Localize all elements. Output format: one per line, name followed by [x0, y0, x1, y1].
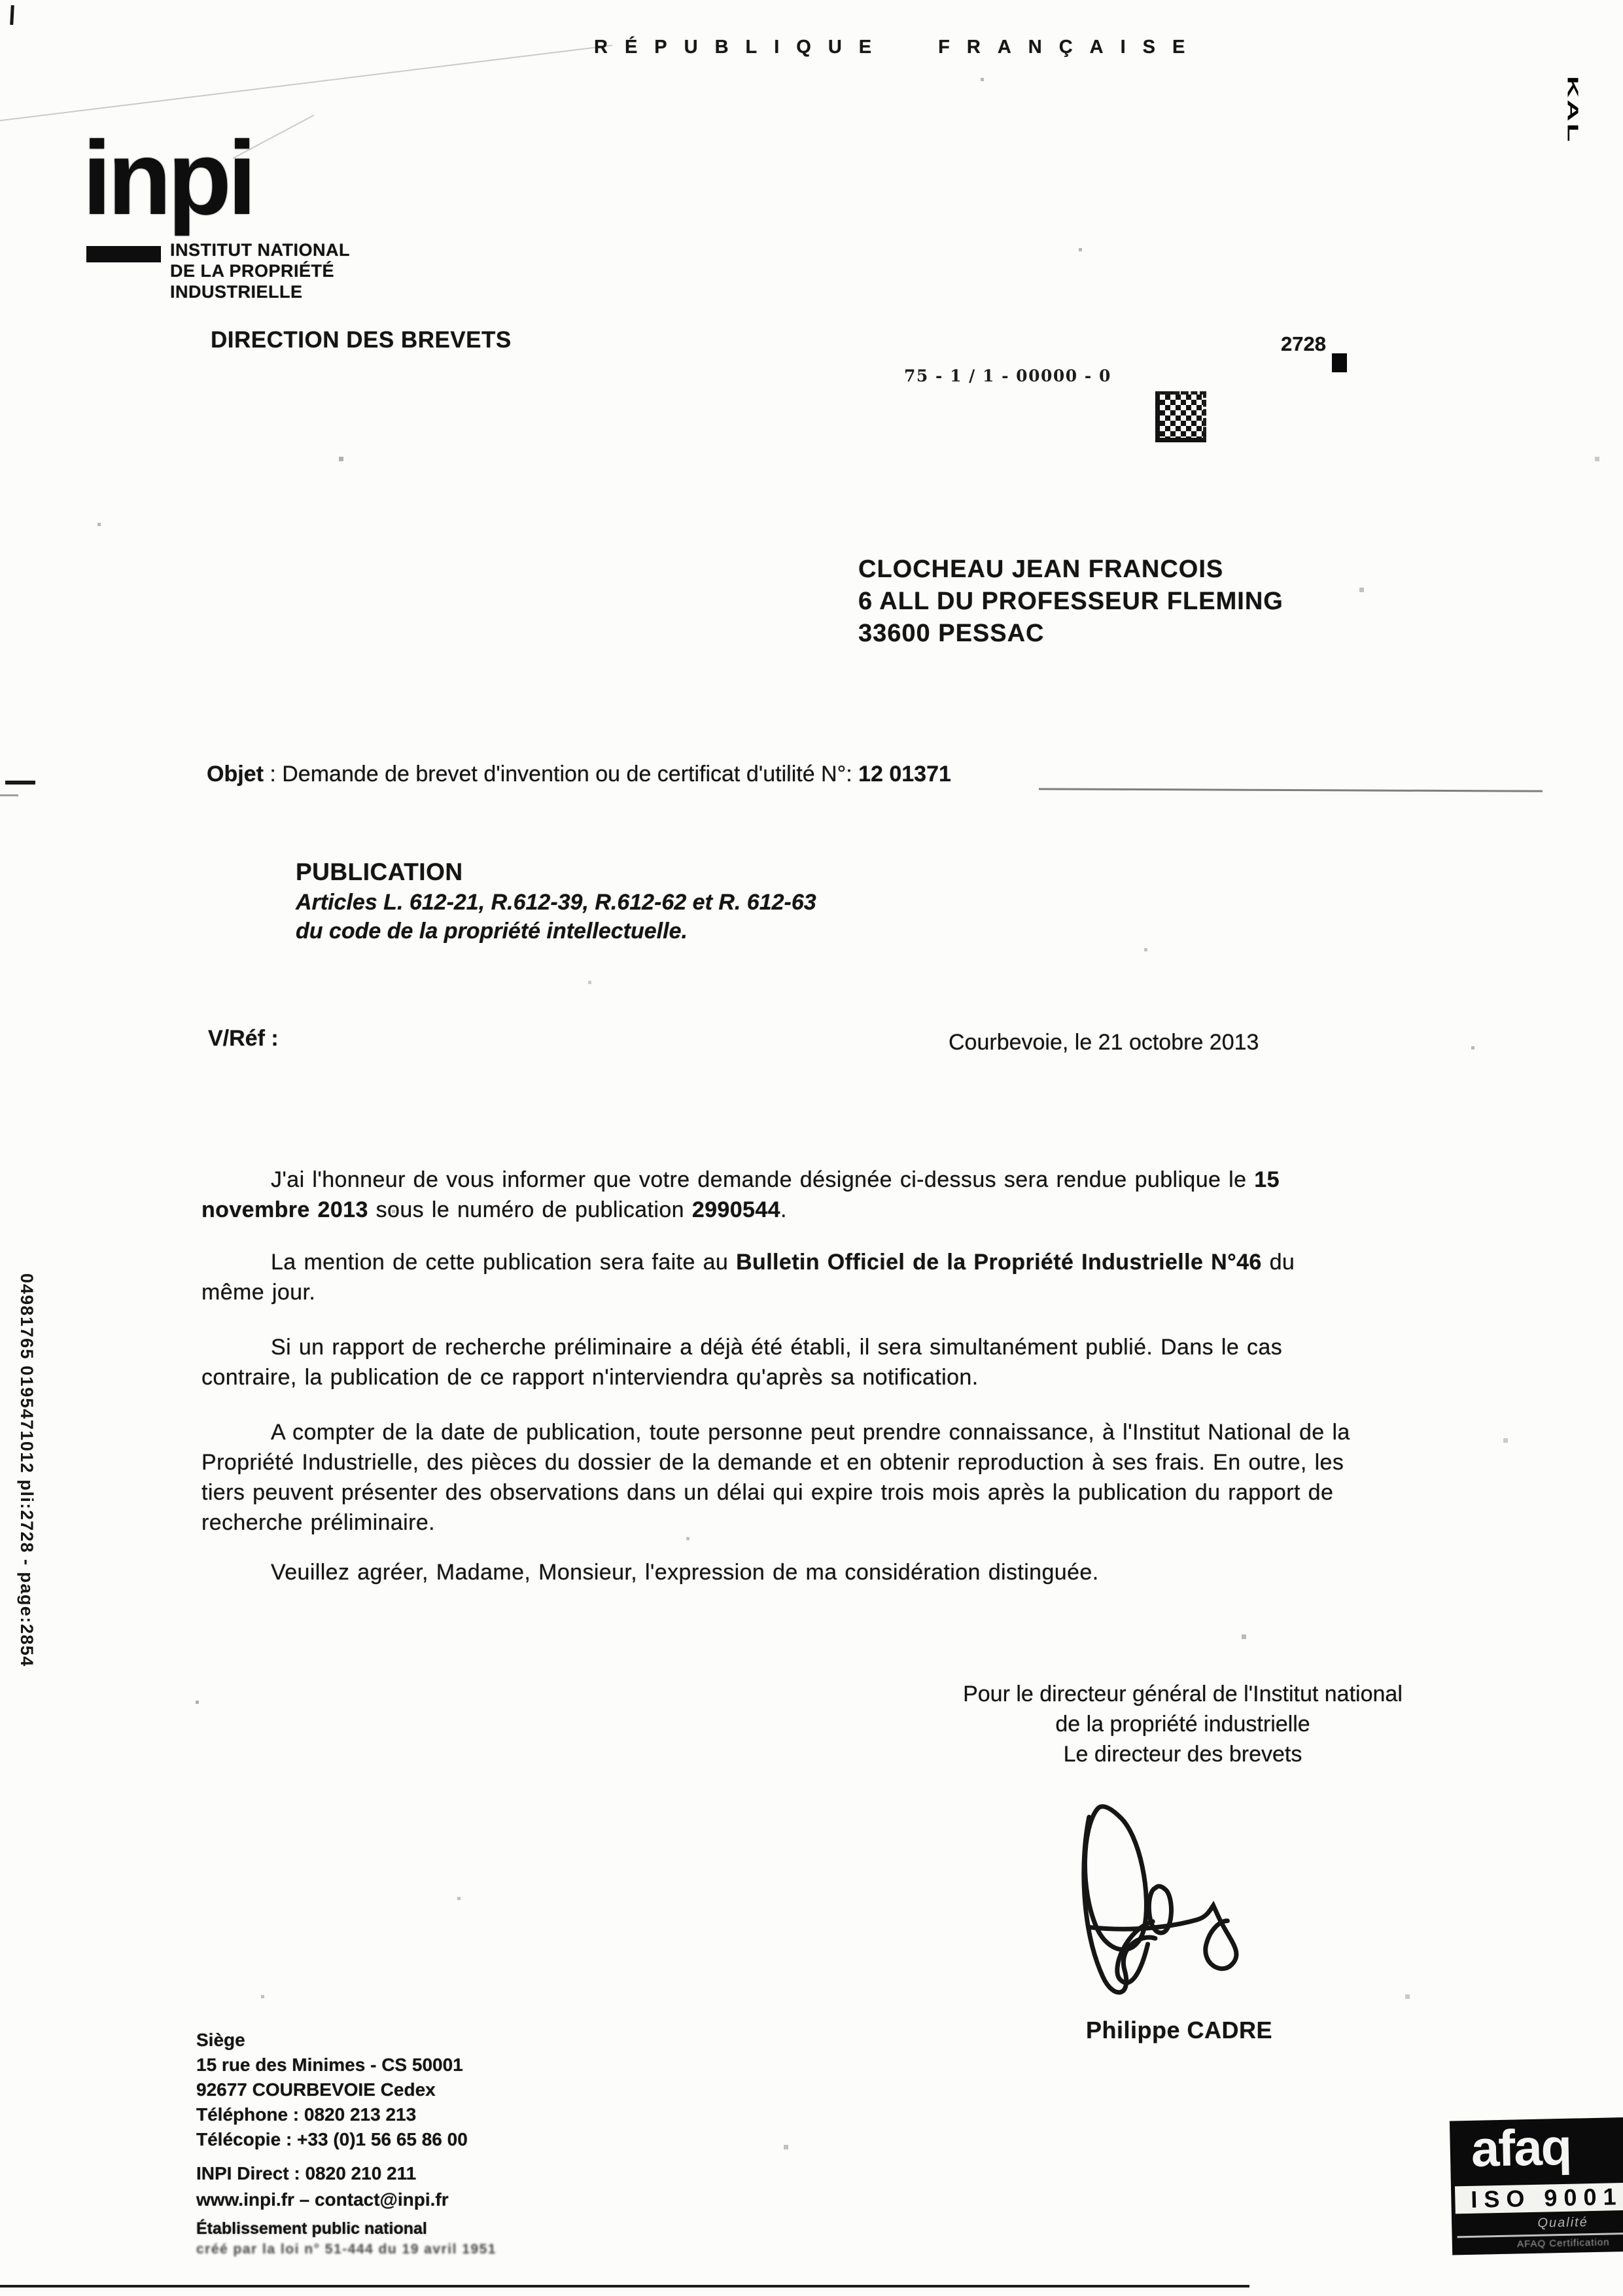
datamatrix-barcode	[1155, 391, 1206, 442]
body-paragraph-1: J'ai l'honneur de vous informer que votre demande désignée ci-dessus sera rendue publique le 15 novembre 2013 sous le numéro de publication 2990544.	[201, 1167, 1280, 1222]
closing-paragraph: Veuillez agréer, Madame, Monsieur, l'expression de ma considération distinguée.	[271, 1560, 1099, 1585]
scan-artifact-line	[0, 44, 612, 124]
scan-bottom-edge-line	[0, 2285, 1249, 2287]
iso-9001-label: ISO 9001	[1455, 2182, 1623, 2214]
recipient-street: 6 ALL DU PROFESSEUR FLEMING	[858, 588, 1283, 615]
footer-status-line-blurred: créé par la loi n° 51-444 du 19 avril 1951	[196, 2242, 497, 2257]
signature-authority-block	[921, 1679, 1444, 1769]
footer-street: 15 rue des Minimes - CS 50001	[196, 2055, 463, 2075]
margin-dash-mark	[5, 781, 35, 785]
publication-articles: Articles L. 612-21, R.612-39, R.612-62 et R. 612-63	[296, 890, 816, 915]
logo-caption-line: DE LA PROPRIÉTÉ	[170, 261, 335, 281]
recipient-address-block	[858, 554, 1283, 650]
logo-caption-line: INSTITUT NATIONAL	[170, 240, 350, 260]
scan-artifact-line	[1039, 788, 1543, 792]
signer-name: Philippe CADRE	[1086, 2017, 1273, 2043]
edge-marking: KAL	[1564, 76, 1582, 144]
place-date-line: Courbevoie, le 21 octobre 2013	[949, 1030, 1259, 1055]
scan-noise-speckles	[0, 0, 2, 2]
afaq-tagline: Qualité	[1537, 2215, 1589, 2231]
body-paragraph-2: La mention de cette publication sera faite au Bulletin Officiel de la Propriété Industrielle N°46 du même jour.	[201, 1250, 1295, 1305]
footer-phone: Téléphone : 0820 213 213	[196, 2104, 417, 2125]
body-paragraph-3: Si un rapport de recherche préliminaire a déjà été établi, il sera simultanément publié. Dans le cas contraire, la publication de ce rapport n'interviendra qu'après sa notification.	[201, 1335, 1283, 1390]
footer-fax: Télécopie : +33 (0)1 56 65 86 00	[196, 2129, 468, 2149]
recipient-city: 33600 PESSAC	[858, 620, 1045, 647]
inpi-logo-underline	[86, 246, 161, 262]
body-paragraph-4: A compter de la date de publication, toute personne peut prendre connaissance, à l'Institut National de la Propriété Industrielle, des pièces du dossier de la demande et en obtenir reproduction à ses frais. En outre, les tiers peuvent présenter des observations dans un délai qui expire trois mois après la publication du rapport de recherche préliminaire.	[201, 1420, 1350, 1535]
signature-authority-line: Pour le directeur général de l'Institut national	[963, 1682, 1403, 1706]
publication-title: PUBLICATION	[296, 858, 463, 885]
handwritten-signature	[1047, 1793, 1269, 2009]
sheet-number: 2728	[1281, 332, 1326, 355]
signature-authority-line: Le directeur des brevets	[1063, 1742, 1302, 1767]
footer-siege-label: Siège	[196, 2030, 245, 2050]
margin-dash-mark	[0, 794, 18, 796]
footer-inpi-direct: INPI Direct : 0820 210 211	[196, 2163, 417, 2183]
afaq-logo: afaq	[1470, 2117, 1572, 2178]
publication-code-line: du code de la propriété intellectuelle.	[296, 919, 688, 944]
form-code: 75 - 1 / 1 - 00000 - 0	[904, 366, 1111, 385]
afaq-certification-badge	[1450, 2116, 1623, 2255]
sheet-number-square	[1332, 353, 1347, 372]
signature-authority-line: de la propriété industrielle	[1055, 1712, 1310, 1737]
logo-caption-line: INDUSTRIELLE	[170, 282, 303, 302]
vref-label: V/Réf :	[208, 1026, 279, 1051]
footer-status-line: Établissement public national	[196, 2219, 427, 2238]
scan-corner-mark	[10, 5, 14, 25]
direction-des-brevets-title: DIRECTION DES BREVETS	[211, 327, 512, 353]
vertical-franking-code: 04981765 0195471012 pli:2728 - page:2854	[17, 1273, 37, 1667]
inpi-logo: inpi	[82, 119, 253, 236]
republique-francaise-heading: RÉPUBLIQUE FRANÇAISE	[594, 37, 1202, 58]
subject-line: Objet : Demande de brevet d'invention ou de certificat d'utilité N°: 12 01371	[207, 762, 951, 786]
inpi-logo-caption	[170, 239, 350, 302]
footer-website-email: www.inpi.fr – contact@inpi.fr	[196, 2189, 449, 2210]
footer-city: 92677 COURBEVOIE Cedex	[196, 2079, 436, 2100]
afaq-org-line: AFAQ Certification	[1516, 2236, 1610, 2250]
recipient-name: CLOCHEAU JEAN FRANCOIS	[858, 556, 1224, 583]
